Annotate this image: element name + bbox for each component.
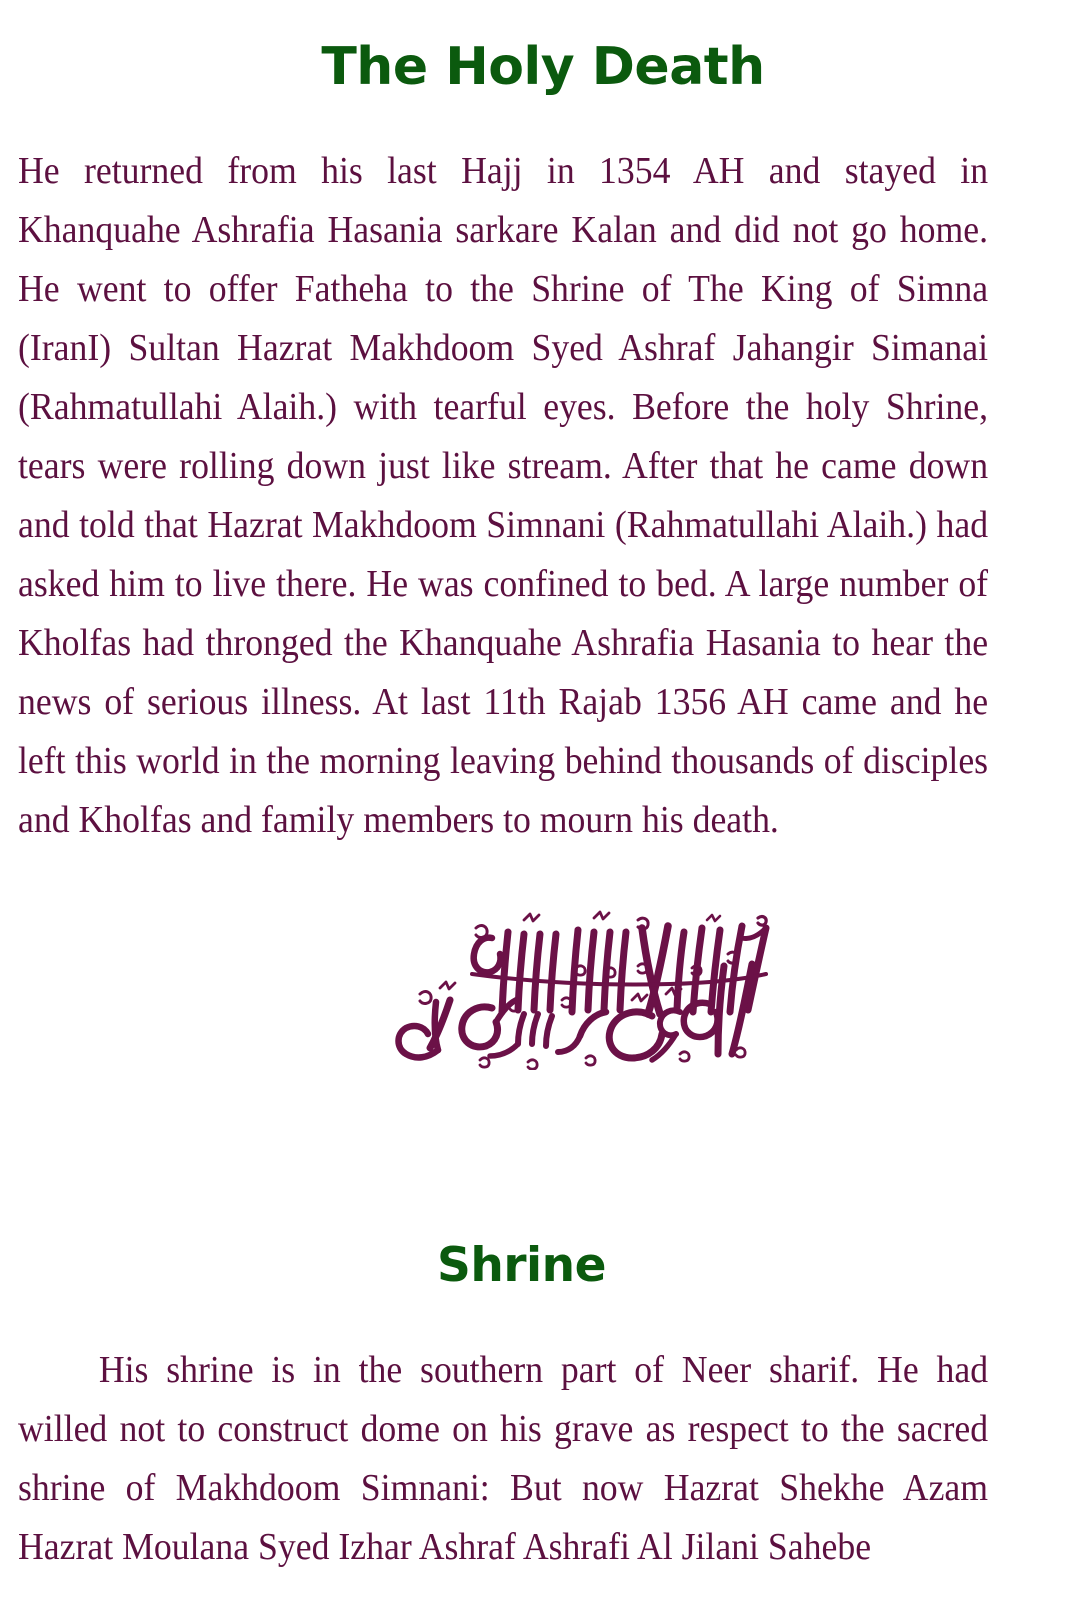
page-title: The Holy Death — [321, 36, 765, 97]
kalima-tayyiba-shahada-calligraphy — [380, 908, 772, 1070]
section-title-shrine: Shrine — [437, 1238, 606, 1293]
paragraph-shrine: His shrine is in the southern part of Neer sharif. He had willed not to construct dome on his grave as respect to the sacred shrine of Makhdoom Simnani: But now Hazrat Shekhe Azam Hazrat Moulana Syed Izhar Ashraf Ashrafi Al Jilani Sahebe — [18, 1349, 989, 1568]
paragraph-holy-death: He returned from his last Hajj in 1354 AH and stayed in Khanquahe Ashrafia Hasania sarkare Kalan and did not go home. He went to offer Fatheha to the Shrine of The King of Simna (IranI) Sultan Hazrat Makhdoom Syed Ashraf Jahangir Simanai (Rahmatullahi Alaih.) with tearful eyes. Before the holy Shrine, tears were rolling down just like stream. After that he came down and told that Hazrat Makhdoom Simnani (Rahmatullahi Alaih.) had asked him to live there. He was confined to bed. A large number of Kholfas had thronged the Khanquahe Ashrafia Hasania to hear the news of serious illness. At last 11th Rajab 1356 AH came and he left this world in the morning leaving behind thousands of disciples and Kholfas and family members to mourn his death. — [18, 150, 989, 841]
